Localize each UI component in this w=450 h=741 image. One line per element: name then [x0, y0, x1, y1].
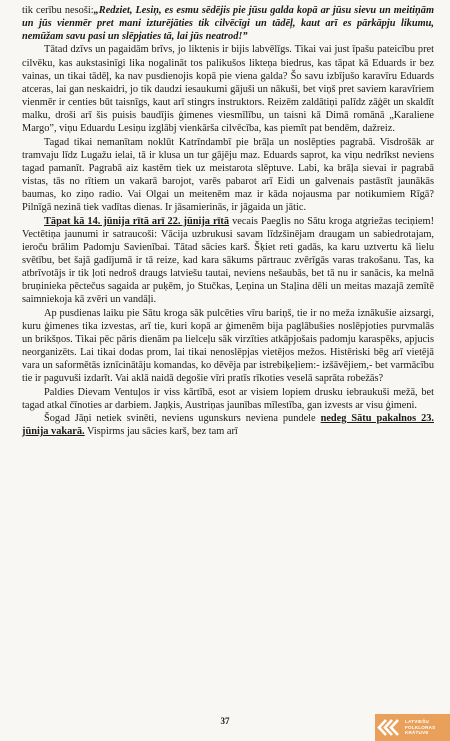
text-segment: Ap pusdienas laiku pie Sātu kroga sāk pulcēties vīru bariņš, tie ir no meža iznākušie aizsargi, kuru ģimenes tika izvestas, arī tie, kuri kopā ar ģimenēm bija paglābušies noslēpjoties purvmalās un brikšņos. Tikai pēc pāris dienām pa lielceļu sāk virzīties atkāpjošais padomju karaspēks, apjucis neorganizēts. Lai tikai dodas prom, lai tikai nenoslēpjas vietējos mežos. Histēriski bēg arī vietējā vara un saformētās iznīcinātāju komandas, ko dēvēja par istrebiķeļiem:- izšāvējiem,- bet varmācību tie ir paguvuši izdarīt. Vai aklā naidā degošie vīri pratīs rīkoties veselā saprāta robežās?: [22, 307, 434, 385]
text-segment: Tāpat kā 14. jūnija rītā arī 22. jūnija rītā: [44, 215, 230, 227]
text-segment: „Redziet, Lesiņ, es esmu sēdējis pie jūsu galda kopā ar jūsu sievu un meitiņām un jūs vienmēr pret mani izturējāties tik cilvēcīgi un tādēļ, kaut arī es pārkāpju likumu, nemūžam savu pasi un slēpjaties tā, lai jūs neatrod!”: [22, 5, 434, 43]
text-segment: Vispirms jau sācies karš, bez tam arī: [84, 426, 238, 437]
paragraph: [22, 4, 434, 43]
text-segment: Tagad tikai nemanītam noklūt Katrīndambī pie brāļa un noslēpties pagrabā. Visdrošāk ar tramvaju līdz Lugažu ielai, tā ir klusa un tur gājēju maz. Eduards saprot, ka viņu nedrīkst neviens tagad pamanīt. Pagrabā aiz kastēm tiek uz meistarota slēptuve. Labi, ka brāļa sievai ir pagrabā vistas, tās no rītiem un vakarā barojot, varēs pabarot arī Eidi un galvenais pastāstīt jaunākās baumas, ko ziņo radio. Vai Olgai un meitenēm maz ir kāda nojausma par notikumiem Rīgā? Pilnīgā nezinā tiek vadītas dienas. Ir jāsamierinās, ir jāgaida un jātic.: [22, 136, 434, 214]
text-segment: tik cerību nesoši:: [22, 5, 94, 16]
logo-text: [405, 719, 435, 735]
chevrons-icon: [375, 714, 403, 741]
paragraph: [22, 43, 434, 135]
page-number: 37: [220, 716, 230, 726]
paragraph: [22, 215, 434, 307]
text-segment: Paldies Dievam Ventuļos ir viss kārtībā, esot ar visiem lopiem drusku iebraukuši mežā, bet tagad atkal čīnoties ar darbiem. Jaņķis, Austriņas jaunības mīlestība, gan izvests ar visu ģimeni.: [22, 386, 434, 411]
logo-line-1: LATVIEŠU: [405, 719, 429, 725]
logo-line-2: FOLKLORAS: [405, 724, 436, 730]
text-segment: Tātad dzīvs un pagaidām brīvs, jo liktenis ir bijis labvēlīgs. Tikai vai just īpašu pateicību pret cilvēku, kas aukstasinīgi lika nogalināt tos palikušos likteņa biedrus, kas tāpat kā Eduards ir bez vainas, un tikai tādēļ, ka nav pusdienojis kopā pie viena galda? Šo savu izbījušo karavīru Eduards atceras, lai gan neskaidri, jo tik daudzi iesaukumi gājuši un nākuši, bet viņš pret saviem karavīriem vienmēr ir centies būt taisnīgs, kaut arī stingrs instruktors. Reizēm zaldātiņi palīdz zāģēt un skaldīt malku, droši arī šis puisis baudījis ģimenes viesmīlību, un taisni kā Dimā romānā „Karaliene Margo”, viņu Eduardu Lesiņu izglābj vienkārša cilvēcība, kas piemīt pat bendēm, dažreiz.: [22, 44, 434, 135]
text-segment: vecais Paeglis no Sātu kroga atgriežas teciņiem! Vectētiņa jaunumi ir satraucoši: Vācija uzbrukusi savam līdzšinējam draugam un sabiedrotajam, ieroču brālim Padomju Savienībai. Tātad sācies karš. Šķiet reti gadās, ka karu uztvertu kā lielu svētību, bet šajā gadījumā ir tā reize, kad kara sākums pārtrauc zvērīgās varas trakošanu. Tas, ka atbrīvotājs ir tik ļoti nedroš draugs latviešu tautai, neviens nešaubās, bet tā nu ir sanācis, ka melnā bruņinieka pēctečus sagaida ar puķēm, jo Stučkas, Ļeņina un Staļina dēli un meitas mazajā zemītē saimniekoja kā zvēri un vandāļi.: [22, 215, 435, 306]
text-segment: Šogad Jāņi netiek svinēti, neviens ugunskurs neviena pundele: [44, 412, 321, 424]
text-segment: nedeg Sātu pakalnos 23. jūnija vakarā.: [22, 412, 435, 437]
logo-line-3: KRĀTUVE: [405, 730, 429, 736]
paragraph: [22, 386, 434, 412]
paragraph: [22, 307, 434, 386]
paragraph: [22, 412, 434, 438]
paragraph: [22, 136, 434, 215]
document-body: [22, 4, 434, 438]
archive-logo: [375, 714, 450, 741]
